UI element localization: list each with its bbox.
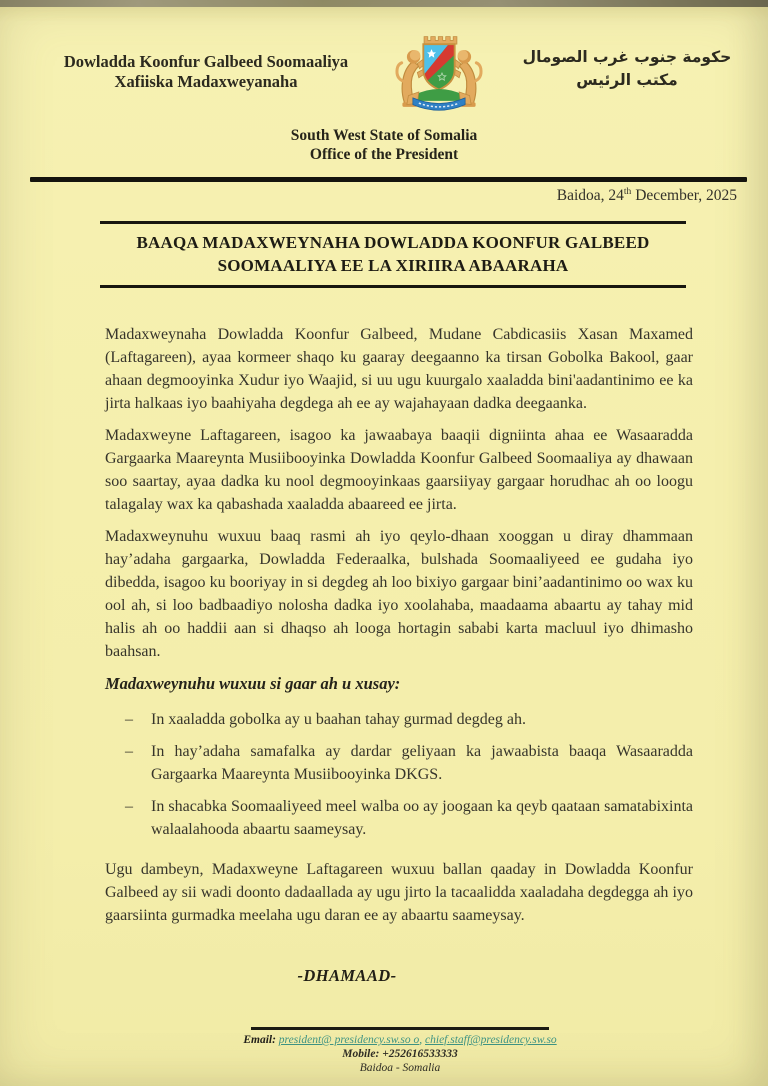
org-somali-line2: Xafiiska Madaxweyanaha [114, 72, 298, 91]
email-separator: , [419, 1034, 423, 1046]
dateline [0, 187, 768, 205]
org-english-line1: South West State of Somalia [290, 127, 478, 144]
end-marker: -DHAMAAD- [297, 966, 397, 985]
footer-email-line [16, 1033, 768, 1047]
footer-mobile-line [16, 1047, 768, 1061]
email-link-chief-staff[interactable]: chief.staff@presidency.sw.so [425, 1034, 557, 1046]
mobile-label: Mobile: [342, 1048, 380, 1060]
org-name-somali [56, 30, 356, 92]
header-divider-rule [30, 177, 747, 182]
org-name-english [0, 126, 768, 164]
paragraph: Madaxweyne Laftagareen, isagoo ka jawaabaya baaqii digniinta ahaa ee Wasaaradda Gargaarka Maareynta Musiibooyinka Dowladda Koonfur Galbeed Soomaaliya ay dhawaan soo saartay, ayaa dadka ku nool degmooyinkaas gaarsiiyay gargaar horudhac ah oo loogu talagalay wax ka qabashada xaaladda abaareed ee jirta. [105, 427, 693, 513]
dateline-ordinal: th [623, 187, 632, 197]
list-item [125, 740, 693, 786]
title-line2: SOOMAALIYA EE LA XIRIIRA ABAARAHA [217, 256, 569, 275]
dash-bullet-marker: – [125, 711, 133, 728]
dash-bullet-marker: – [125, 743, 133, 760]
mobile-number: +252616533333 [382, 1048, 458, 1060]
document-body [105, 323, 693, 987]
title-rule-bottom [100, 285, 686, 288]
org-name-arabic [522, 30, 732, 92]
bullet-list [125, 708, 693, 841]
footer-divider-rule [251, 1027, 549, 1030]
emphasis-heading: Madaxweynuhu wuxuu si gaar ah u xusay: [105, 674, 401, 693]
title-block [100, 221, 686, 288]
document-title [100, 224, 686, 285]
title-line1: BAAQA MADAXWEYNAHA DOWLADDA KOONFUR GALBEED [136, 233, 650, 252]
list-item-text: In xaaladda gobolka ay u baahan tahay gurmad degdeg ah. [151, 711, 526, 728]
list-item-text: In shacabka Soomaaliyeed meel walba oo ay joogaan ka qeyb qaataan samatabixinta walaalahooda abaartu saameysay. [151, 798, 693, 838]
dateline-month-year: December, 2025 [635, 187, 737, 204]
paragraph: Madaxweynaha Dowladda Koonfur Galbeed, Mudane Cabdicasiis Xasan Maxamed (Laftagareen), ayaa kormeer shaqo ku gaaray deegaanno ka tirsan Gobolka Bakool, gaar ahaan degmooyinka Xudur iyo Waajid, si uu ugu kuurgalo xaaladda bini'aadantinimo ee ka jirta halkaas iyo baahiyaha degdega ah ee ay wajahayaan dadka deegaanka. [105, 326, 693, 412]
email-label: Email: [243, 1034, 276, 1046]
footer-location: Baidoa - Somalia [359, 1062, 441, 1074]
dateline-place-day: Baidoa, 24 [556, 187, 624, 204]
list-item [125, 708, 693, 731]
org-english-line2: Office of the President [309, 146, 459, 163]
list-item-text: In hay’adaha samafalka ay dardar geliyaan ka jawaabista baaqa Wasaaradda Gargaarka Maareynta Musiibooyinka DKGS. [151, 743, 693, 783]
list-item [125, 795, 693, 841]
dash-bullet-marker: – [125, 798, 133, 815]
closing-paragraph: Ugu dambeyn, Madaxweyne Laftagareen wuxuu ballan qaaday in Dowladda Koonfur Galbeed ay sii wadi doonto dadaallada ay ugu jirto la tacaalidda xaaladaha degdegga ah iyo gaarsiinta gurmadka meelaha ugu daran ee ay abaartu saameysay. [105, 861, 693, 924]
coat-of-arms-icon [383, 28, 495, 128]
page-footer [0, 1027, 768, 1075]
letterhead [0, 0, 768, 122]
org-arabic-line1: حكومة جنوب غرب الصومال [522, 48, 732, 66]
org-somali-line1: Dowladda Koonfur Galbeed Soomaaliya [63, 52, 349, 71]
paragraph: Madaxweynuhu wuxuu baaq rasmi ah iyo qeylo-dhaan xooggan u diray dhammaan hay’adaha gargaarka, Dowladda Federaalka, bulshada Soomaaliyeed ee gudaha iyo dibedda, isagoo ku booriyay in si degdeg ah loo bixiyo gargaar bini’aadantinimo oo wax ku ool ah, si loo badbaadiyo nolosha dadka iyo xoolahaba, maadaama abaartu ay tahay mid halis ah oo haddii aan si dhaqso ah looga hortagin sababi karta macluul iyo dhimasho baahsan. [105, 528, 693, 660]
org-arabic-line2: مكتب الرئيس [576, 71, 678, 89]
email-link-president[interactable]: president@ presidency.sw.so o [278, 1034, 420, 1046]
